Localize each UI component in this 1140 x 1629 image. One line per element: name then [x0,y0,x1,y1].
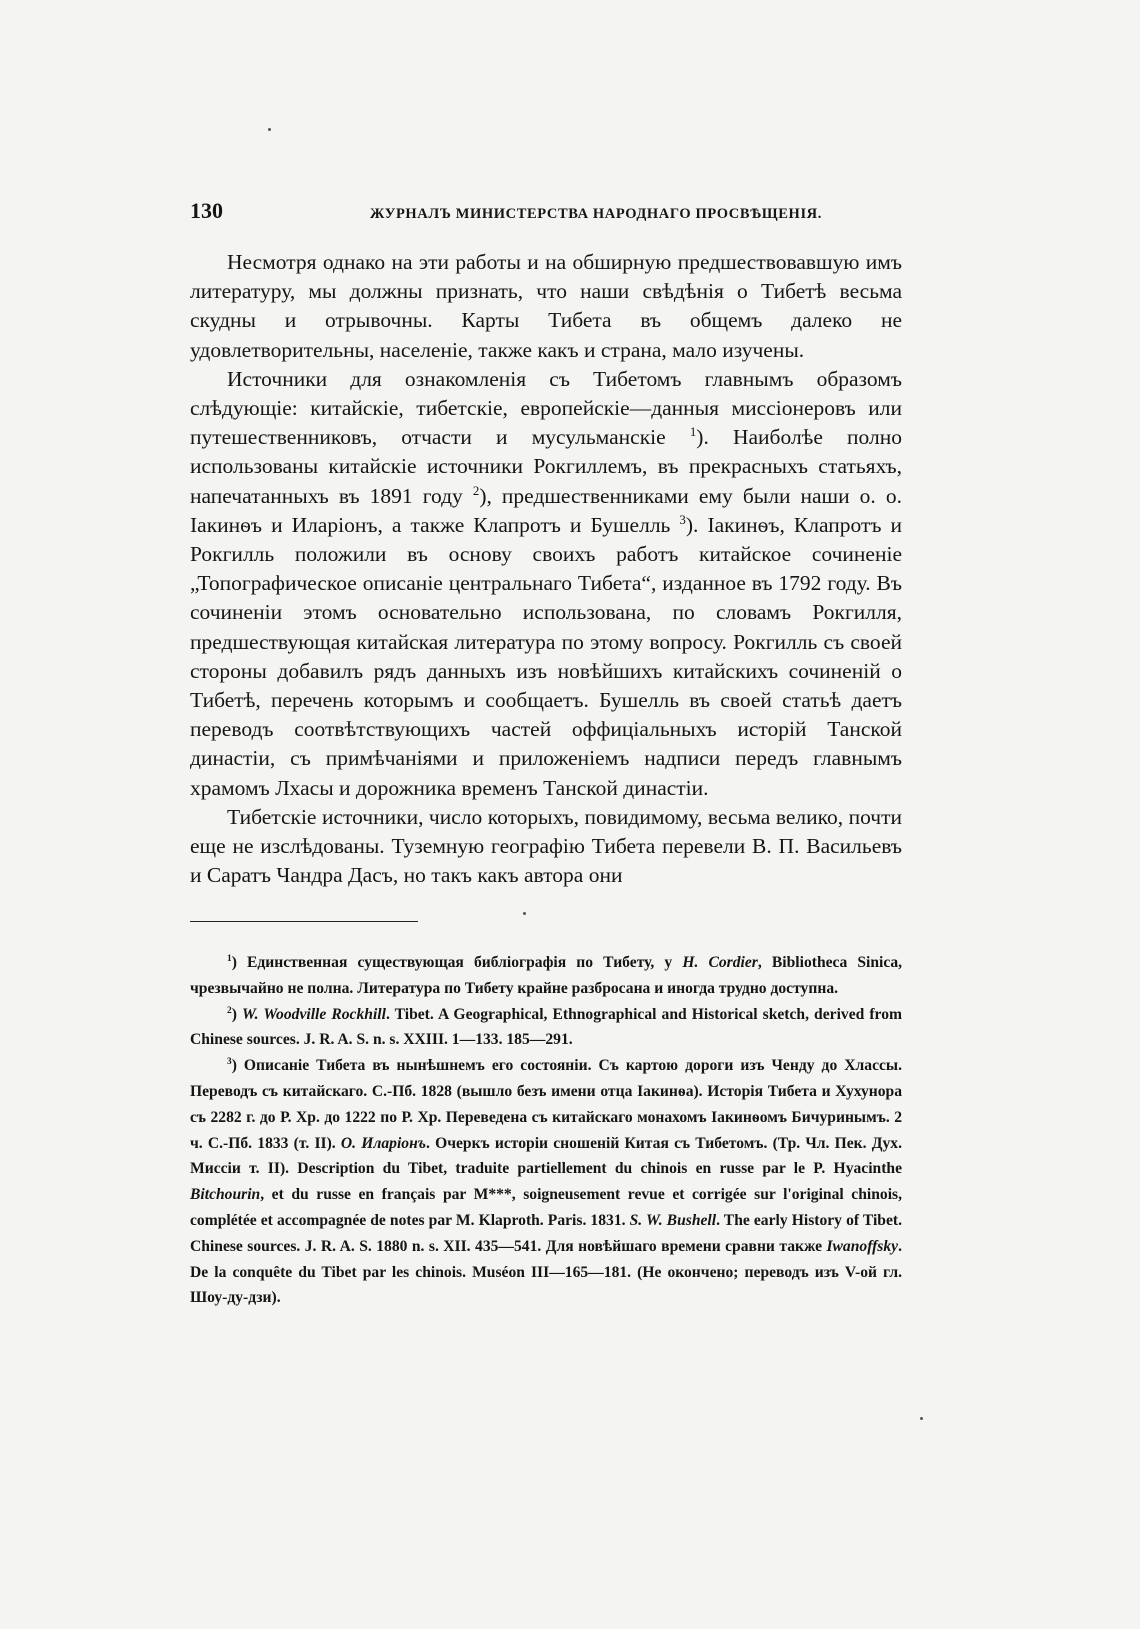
footnote-mark: 1 [227,953,232,964]
author-name: Iwanoffsky [826,1237,899,1255]
footnote-1 [190,950,902,1002]
author-name: Bitchourin [190,1186,261,1204]
scan-speck [523,912,526,915]
footnote-mark: 2 [227,1005,232,1016]
author-name: W. Woodville Rockhill [241,1005,386,1023]
author-name: О. Иларіонъ [340,1134,426,1152]
text-run: ). Іакинѳъ, Клапротъ и Рокгилль положили въ основу своихъ работъ китайское сочиненіе „Топографическое описаніе центральнаго Тибета“, изданное въ 1792 году. Въ сочиненіи этомъ основательно использована, по словамъ Рокгилля, предшествующая китайская литература по этому вопросу. Рокгилль съ своей стороны добавилъ рядъ данныхъ изъ новѣйшихъ китайскихъ сочиненій о Тибетѣ, перечень которымъ и сообщаетъ. Бушелль въ своей статьѣ даетъ переводъ соотвѣтствующихъ частей оффиціальныхъ исторій Танской династіи, съ примѣчаніями и приложеніемъ надписи передъ главнымъ храмомъ Лхасы и дорожника временъ Танской династіи. [190,512,902,800]
text-run: , et du russe en français par M***, soigneusement revue et corrigée sur l'original chinois, complétée et accompagnée de notes par M. Klaproth. Paris. 1831. [190,1186,902,1229]
body-text [190,248,902,890]
author-name: H. Cordier [682,954,758,971]
text-run: , Bibliotheca Sinica, чрезвычайно не полна. Литература по Тибету крайне разбросана и иногда трудно доступна. [190,954,903,997]
footnotes [190,950,902,1311]
footnote-ref: 2 [472,483,480,498]
text-run: . The early History of Tibet. Chinese sources. J. R. A. S. 1880 n. s. XII. 435—541. Для новѣйшаго времени сравни также [190,1211,902,1255]
scan-speck [920,1417,923,1420]
footnote-3 [190,1053,902,1311]
paragraph: Несмотря однако на эти работы и на обширную предшествовавшую имъ литературу, мы должны признать, что наши свѣдѣнія о Тибетѣ весьма скудны и отрывочны. Карты Тибета въ общемъ далеко не удовлетворительны, населеніе, также какъ и страна, мало изучены. [190,250,902,362]
footnote-ref: 3 [679,512,686,527]
text-run: Источники для ознакомленія съ Тибетомъ главнымъ образомъ слѣдующіе: китайскіе, тибетскіе, европейскіе—данныя миссіонеровъ или путешественниковъ, отчасти и мусульманскіе [190,366,902,450]
text-run: ), предшественниками ему были наши о. о. Іакинѳъ и Иларіонъ, а также Клапротъ и Бушелль [190,483,902,537]
text-run: ). Наиболѣе полно использованы китайскіе источники Рокгиллемъ, въ прекрасныхъ статьяхъ, напечатанныхъ въ 1891 году [190,425,903,508]
text-run: . Очеркъ исторіи сношеній Китая съ Тибетомъ. (Тр. Чл. Пек. Дух. Миссіи т. II). Description du Tibet, traduite partiellement du chinois en russe par le P. Hyacinthe [190,1134,902,1178]
footnote-rule [190,921,418,922]
text-run: . Tibet. A Geographical, Ethnographical and Historical sketch, derived from Chinese sources. J. R. A. S. n. s. XXIII. 1—133. 185—291. [190,1005,902,1049]
scan-speck [268,128,271,131]
footnote-mark: 3 [227,1057,232,1067]
footnote-2 [190,1002,902,1054]
paragraph: Тибетскіе источники, число которыхъ, повидимому, весьма велико, почти еще не изслѣдованы. Туземную географію Тибета перевели В. П. Васильевъ и Саратъ Чандра Дасъ, но такъ какъ автора они [190,804,902,888]
text-run: ) Единственная существующая библіографія по Тибету, у [231,954,683,971]
text-run: ) Описаніе Тибета въ нынѣшнемъ его состояніи. Съ картою дороги изъ Ченду до Хлассы. Переводъ съ китайскаго. С.-Пб. 1828 (вышло безъ имени отца Іакинѳа). Исторія Тибета и Хухунора съ 2282 г. до Р. Хр. до 1222 по Р. Хр. Переведена съ китайскаго монахомъ Іакинѳомъ Бичуринымъ. 2 ч. С.-Пб. 1833 (т. II). [190,1057,902,1152]
paragraph [190,365,902,803]
running-head: ЖУРНАЛЪ МИНИСТЕРСТВА НАРОДНАГО ПРОСВѢЩЕНІЯ. [370,206,822,222]
text-run: . De la conquête du Tibet par les chinois. Muséon III—165—181. (Не окончено; переводъ изъ V-ой гл. Шоу-ду-дзи). [190,1237,902,1307]
footnote-ref: 1 [689,425,697,440]
text-run: ) [231,1005,242,1023]
page-header [190,198,902,224]
author-name: S. W. Bushell [629,1211,717,1229]
page-number: 130 [190,198,223,223]
